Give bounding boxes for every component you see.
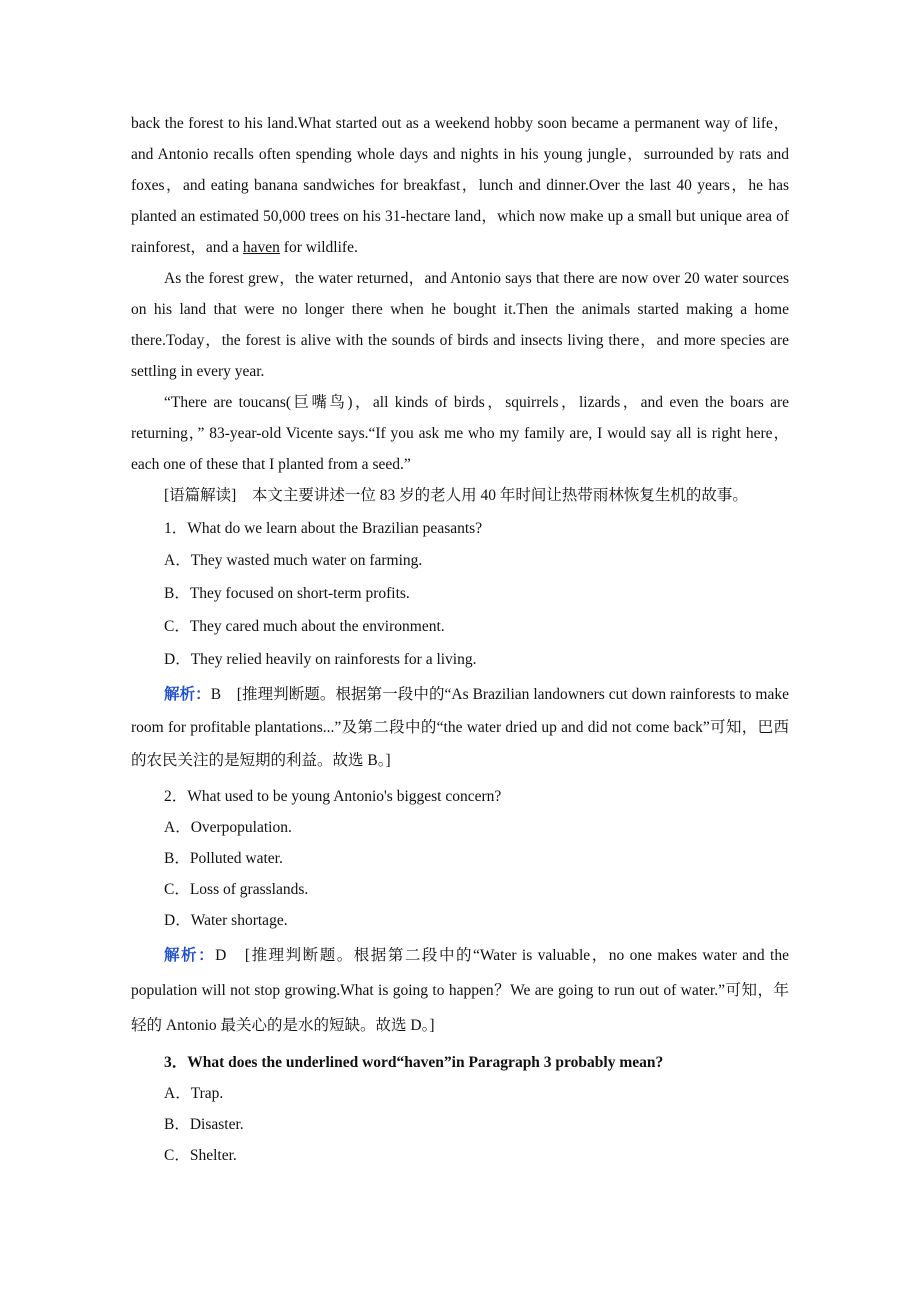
question-2-stem: 2．What used to be young Antonio's biggest concern? xyxy=(164,788,502,805)
analysis-text: D [推理判断题。根据第二段中的“Water is valuable，no one makes water and the population will not stop growing.What is going to happen？We are going to run out of water.”可知，年轻的 Antonio 最关心的是水的短缺。故选 D。] xyxy=(131,947,789,1034)
question-2-analysis xyxy=(131,938,789,1043)
question-2 xyxy=(131,781,789,1043)
question-3-option-c: C．Shelter. xyxy=(164,1147,237,1164)
question-1 xyxy=(131,513,789,777)
question-2-option-d: D．Water shortage. xyxy=(164,912,288,929)
question-1-option-d: D．They relied heavily on rainforests for a living. xyxy=(164,651,477,668)
document-page xyxy=(131,108,789,1171)
question-1-stem: 1．What do we learn about the Brazilian peasants? xyxy=(164,520,483,537)
passage-paragraph-2: As the forest grew，the water returned，and Antonio says that there are now over 20 water sources on his land that were no longer there when he bought it.Then the animals started making a home there.Today，the forest is alive with the sounds of birds and insects living there，and more species are settling in every year. xyxy=(131,270,789,380)
question-1-option-a: A．They wasted much water on farming. xyxy=(164,552,423,569)
question-3-stem: 3．What does the underlined word“haven”in Paragraph 3 probably mean? xyxy=(164,1054,664,1071)
summary-label: [语篇解读] xyxy=(164,487,237,504)
question-2-option-b: B．Polluted water. xyxy=(164,850,283,867)
question-1-option-b: B．They focused on short-term profits. xyxy=(164,585,410,602)
analysis-text: B [推理判断题。根据第一段中的“As Brazilian landowners cut down rainforests to make room for profitable plantations...”及第二段中的“the water dried up and did not come back”可知，巴西的农民关注的是短期的利益。故选 B。] xyxy=(131,686,789,769)
question-3-option-b: B．Disaster. xyxy=(164,1116,244,1133)
question-3 xyxy=(131,1047,789,1171)
paragraph-1-text-end: for wildlife. xyxy=(279,239,358,256)
question-2-option-a: A．Overpopulation. xyxy=(164,819,292,836)
passage-paragraph-1 xyxy=(131,108,789,263)
analysis-label: 解析： xyxy=(164,947,216,964)
question-2-option-c: C．Loss of grasslands. xyxy=(164,881,309,898)
underlined-word-haven: haven xyxy=(242,239,280,256)
summary xyxy=(131,480,789,511)
paragraph-1-text: back the forest to his land.What started out as a weekend hobby soon became a permanent way of life，and Antonio recalls often spending whole days and nights in his young jungle，surrounded by rats and foxes，and eating banana sandwiches for breakfast，lunch and dinner.Over the last 40 years，he has planted an estimated 50,000 trees on his 31-hectare land，which now make up a small but unique area of rainforest，and a xyxy=(131,115,789,256)
question-3-option-a: A．Trap. xyxy=(164,1085,224,1102)
summary-text: 本文主要讲述一位 83 岁的老人用 40 年时间让热带雨林恢复生机的故事。 xyxy=(251,487,748,504)
passage-paragraph-3: “There are toucans(巨嘴鸟)，all kinds of birds，squirrels，lizards，and even the boars are returning，” 83-year-old Vicente says.“If you ask me who my family are, I would say all is right here，each one of these that I planted from a seed.” xyxy=(131,394,789,473)
question-1-analysis xyxy=(131,678,789,777)
analysis-label: 解析： xyxy=(164,686,211,703)
question-1-option-c: C．They cared much about the environment. xyxy=(164,618,445,635)
